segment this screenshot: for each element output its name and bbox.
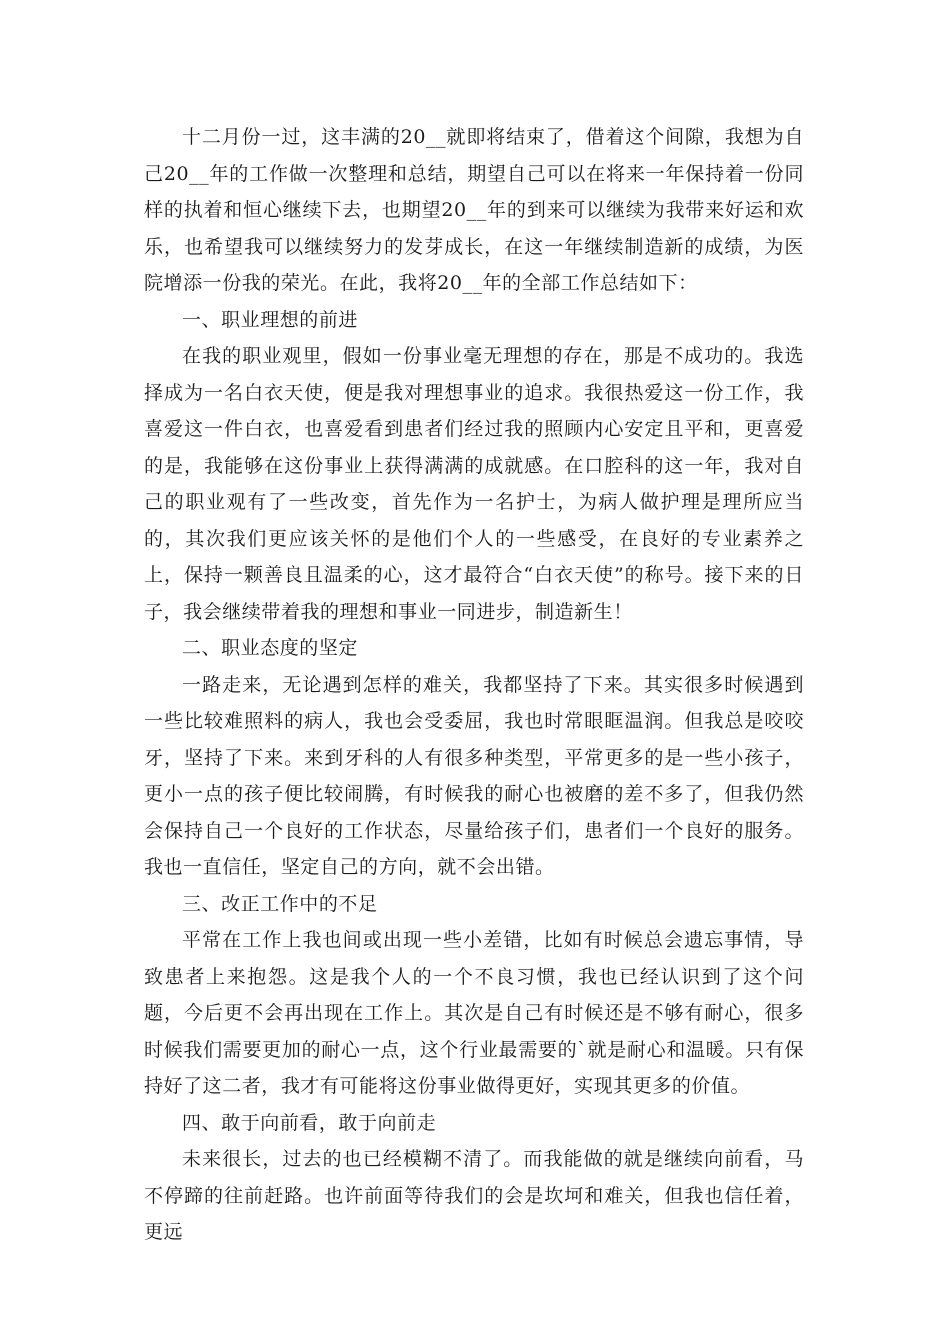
career-attitude-paragraph: 一路走来，无论遇到怎样的难关，我都坚持了下来。其实很多时候遇到一些比较难照料的病人，我也会受委屈，我也时常眼眶温润。但我总是咬咬牙，坚持了下来。来到牙科的人有很多种类型，平常更多的是一些小孩子，更小一点的孩子便比较闹腾，有时候我的耐心也被磨的差不多了，但我仍然会保持自己一个良好的工作状态，尽量给孩子们，患者们一个良好的服务。我也一直信任，坚定自己的方向，就不会出错。 [144, 673, 804, 878]
shortcomings-paragraph: 平常在工作上我也间或出现一些小差错，比如有时候总会遗忘事情，导致患者上来抱怨。这是我个人的一个不良习惯，我也已经认识到了这个问题，今后更不会再出现在工作上。其次是自己有时候还是不够有耐心，很多时候我们需要更加的耐心一点，这个行业最需要的`就是耐心和温暖。只有保持好了这二者，我才有可能将这份事业做得更好，实现其更多的价值。 [144, 929, 804, 1097]
look-forward-paragraph: 未来很长，过去的也已经模糊不清了。而我能做的就是继续向前看，马不停蹄的往前赶路。也许前面等待我们的会是坎坷和难关，但我也信任着，更远 [144, 1148, 804, 1243]
document-body [144, 119, 804, 1251]
section-heading-shortcomings: 三、改正工作中的不足 [182, 892, 378, 915]
career-ideal-paragraph: 在我的职业观里，假如一份事业毫无理想的存在，那是不成功的。我选择成为一名白衣天使，便是我对理想事业的追求。我很热爱这一份工作，我喜爱这一件白衣，也喜爱看到患者们经过我的照顾内心安定且平和，更喜爱的是，我能够在这份事业上获得满满的成就感。在口腔科的这一年，我对自己的职业观有了一些改变，首先作为一名护士，为病人做护理是理所应当的，其次我们更应该关怀的是他们个人的一些感受，在良好的专业素养之上，保持一颗善良且温柔的心，这才最符合“白衣天使”的称号。接下来的日子，我会继续带着我的理想和事业一同进步，制造新生！ [144, 345, 804, 623]
section-heading-look-forward: 四、敢于向前看，敢于向前走 [182, 1111, 437, 1134]
section-heading-career-attitude: 二、职业态度的坚定 [182, 637, 358, 659]
intro-paragraph: 十二月份一过，这丰满的20__就即将结束了，借着这个间隙，我想为自己20__年的工作做一次整理和总结，期望自己可以在将来一年保持着一份同样的执着和恒心继续下去，也期望20__年的到来可以继续为我带来好运和欢乐，也希望我可以继续努力的发芽成长，在这一年继续制造新的成绩，为医院增添一份我的荣光。在此，我将20__年的全部工作总结如下： [144, 126, 804, 294]
section-heading-career-ideal: 一、职业理想的前进 [182, 308, 358, 331]
